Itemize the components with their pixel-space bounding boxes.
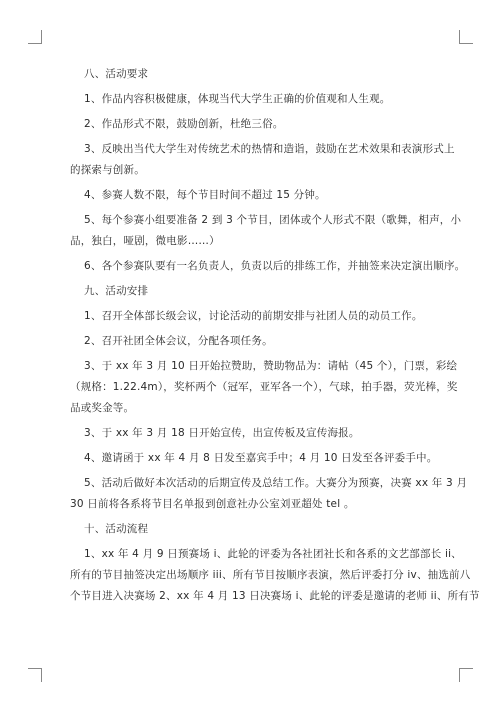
text-line: 3、反映出当代大学生对传统艺术的热情和造诣，鼓励在艺术效果和表演形式上 <box>84 143 455 155</box>
text-line: 5、活动后做好本次活动的后期宣传及总结工作。大赛分为预赛，决赛 xx 年 3 月 <box>84 477 468 489</box>
paragraph <box>70 89 440 110</box>
section-heading <box>70 519 440 540</box>
text-line: 3、于 xx 年 3 月 10 日开始拉赞助，赞助物品为：请帖（45 个），门票，彩绘 <box>84 360 458 372</box>
text-line: 品，独白，哑剧，微电影……） <box>70 235 220 247</box>
text-line: 2、召开社团全体会议，分配各项任务。 <box>84 335 273 347</box>
text-line: 品或奖金等。 <box>70 402 135 414</box>
crop-mark-bottom-right <box>459 668 473 682</box>
text-line: 个节目进入决赛场 2、xx 年 4 月 13 日决赛场 i、此轮的评委是邀请的老师 ii、所有节 <box>70 590 480 602</box>
text-line: 3、于 xx 年 3 月 18 日开始宣传，出宣传板及宣传海报。 <box>84 427 360 439</box>
text-line: 6、各个参赛队要有一名负责人，负责以后的排练工作，并抽签来决定演出顺序。 <box>84 260 466 272</box>
paragraph <box>70 139 455 181</box>
paragraph <box>70 256 466 277</box>
crop-mark-top-left <box>28 30 42 44</box>
section-heading <box>70 64 440 85</box>
paragraph <box>70 210 462 252</box>
text-line: （规格：1.22.4m），奖杯两个（冠军，亚军各一个），气球，拍手器，荧光棒，奖 <box>70 381 458 393</box>
text-line: 1、作品内容积极健康，体现当代大学生正确的价值观和人生观。 <box>84 93 391 105</box>
document-body <box>70 64 480 611</box>
paragraph <box>70 473 468 515</box>
paragraph <box>70 448 440 469</box>
crop-mark-bottom-left <box>28 668 42 682</box>
text-line: 5、每个参赛小组要准备 2 到 3 个节目，团体或个人形式不限（歌舞，相声，小 <box>84 214 462 226</box>
section-heading <box>70 281 440 302</box>
crop-mark-top-right <box>459 30 473 44</box>
text-line: 4、参赛人数不限，每个节目时间不超过 15 分钟。 <box>84 189 326 201</box>
text-line: 1、xx 年 4 月 9 日预赛场 i、此轮的评委为各社团社长和各系的文艺部部长 ii、 <box>84 548 462 560</box>
text-line: 1、召开全体部长级会议，讨论活动的前期安排与社团人员的动员工作。 <box>84 310 423 322</box>
text-line: 2、作品形式不限，鼓励创新，杜绝三俗。 <box>84 118 284 130</box>
paragraph <box>70 185 440 206</box>
text-line: 所有的节目抽签决定出场顺序 iii、所有节目按顺序表演，然后评委打分 iv、抽选前八 <box>70 569 471 581</box>
text-line: 30 日前将各系将节目名单报到创意社办公室刘亚超处 tel 。 <box>70 498 355 510</box>
text-line: 的探索与创新。 <box>70 164 145 176</box>
paragraph <box>70 544 480 607</box>
paragraph <box>70 423 440 444</box>
text-line: 八、活动要求 <box>84 68 149 80</box>
text-line: 九、活动安排 <box>84 285 149 297</box>
paragraph <box>70 331 440 352</box>
paragraph <box>70 356 458 419</box>
text-line: 十、活动流程 <box>84 523 149 535</box>
paragraph <box>70 306 440 327</box>
text-line: 4、邀请函于 xx 年 4 月 8 日发至嘉宾手中；4 月 10 日发至各评委手中。 <box>84 452 438 464</box>
paragraph <box>70 114 440 135</box>
